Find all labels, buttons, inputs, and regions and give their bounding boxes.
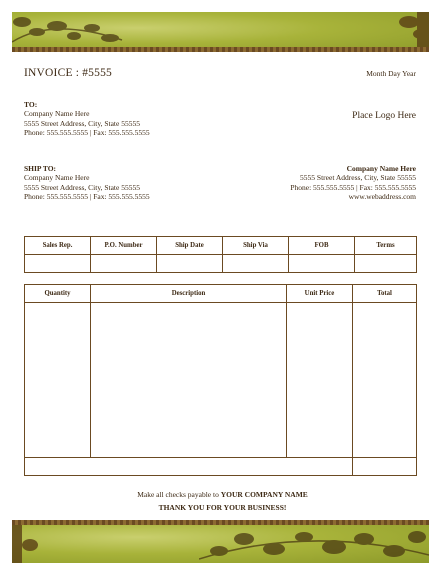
bottom-banner bbox=[12, 520, 429, 563]
company-name: Company Name Here bbox=[346, 164, 416, 173]
total-cell[interactable] bbox=[353, 303, 417, 458]
terms-cell[interactable] bbox=[355, 255, 417, 273]
items-body-row bbox=[25, 303, 417, 458]
thank-you-note: THANK YOU FOR YOUR BUSINESS! bbox=[158, 503, 287, 512]
ship-to-company-name: Company Name Here bbox=[24, 173, 90, 183]
header-quantity: Quantity bbox=[25, 285, 91, 303]
logo-placeholder: Place Logo Here bbox=[352, 111, 416, 121]
company-phone: Phone: 555.555.5555 | Fax: 555.555.5555 bbox=[290, 182, 416, 192]
company-web: www.webaddress.com bbox=[348, 191, 416, 201]
floral-ornament-icon bbox=[199, 525, 429, 563]
header-fob: FOB bbox=[289, 237, 355, 255]
header-unit-price: Unit Price bbox=[287, 285, 353, 303]
checks-payable-prefix: Make all checks payable to bbox=[137, 490, 221, 499]
items-total-row bbox=[25, 458, 417, 476]
ship-via-cell[interactable] bbox=[223, 255, 289, 273]
order-info-row bbox=[25, 255, 417, 273]
ship-to-label: SHIP TO: bbox=[24, 164, 57, 173]
invoice-date: Month Day Year bbox=[366, 69, 416, 78]
to-company-name: Company Name Here bbox=[24, 109, 90, 119]
header-total: Total bbox=[353, 285, 417, 303]
floral-ornament-icon bbox=[369, 12, 429, 48]
description-cell[interactable] bbox=[91, 303, 287, 458]
header-description: Description bbox=[91, 285, 287, 303]
top-banner bbox=[12, 12, 429, 52]
header-sales-rep: Sales Rep. bbox=[25, 237, 91, 255]
ship-to-address: 5555 Street Address, City, State 55555 bbox=[24, 182, 140, 192]
items-table bbox=[24, 284, 417, 476]
subtotal-label-cell bbox=[25, 458, 353, 476]
unit-price-cell[interactable] bbox=[287, 303, 353, 458]
grand-total-cell[interactable] bbox=[353, 458, 417, 476]
quantity-cell[interactable] bbox=[25, 303, 91, 458]
header-terms: Terms bbox=[355, 237, 417, 255]
to-phone: Phone: 555.555.5555 | Fax: 555.555.5555 bbox=[24, 127, 150, 137]
floral-ornament-icon bbox=[12, 12, 132, 48]
fob-cell[interactable] bbox=[289, 255, 355, 273]
order-info-header-row bbox=[25, 237, 417, 255]
ship-to-block bbox=[24, 164, 150, 201]
company-block bbox=[290, 164, 416, 201]
ship-to-phone: Phone: 555.555.5555 | Fax: 555.555.5555 bbox=[24, 191, 150, 201]
ship-date-cell[interactable] bbox=[157, 255, 223, 273]
checks-payable-company: YOUR COMPANY NAME bbox=[220, 490, 308, 499]
header-ship-via: Ship Via bbox=[223, 237, 289, 255]
po-number-cell[interactable] bbox=[91, 255, 157, 273]
banner-edge bbox=[12, 47, 429, 52]
floral-ornament-icon bbox=[12, 525, 52, 563]
company-address: 5555 Street Address, City, State 55555 bbox=[300, 173, 416, 183]
checks-payable-note bbox=[0, 490, 445, 499]
to-block bbox=[24, 100, 150, 137]
invoice-title: INVOICE : #5555 bbox=[24, 67, 112, 79]
header-ship-date: Ship Date bbox=[157, 237, 223, 255]
order-info-table bbox=[24, 236, 417, 273]
items-header-row bbox=[25, 285, 417, 303]
to-address: 5555 Street Address, City, State 55555 bbox=[24, 118, 140, 128]
header-po-number: P.O. Number bbox=[91, 237, 157, 255]
to-label: TO: bbox=[24, 100, 38, 109]
sales-rep-cell[interactable] bbox=[25, 255, 91, 273]
